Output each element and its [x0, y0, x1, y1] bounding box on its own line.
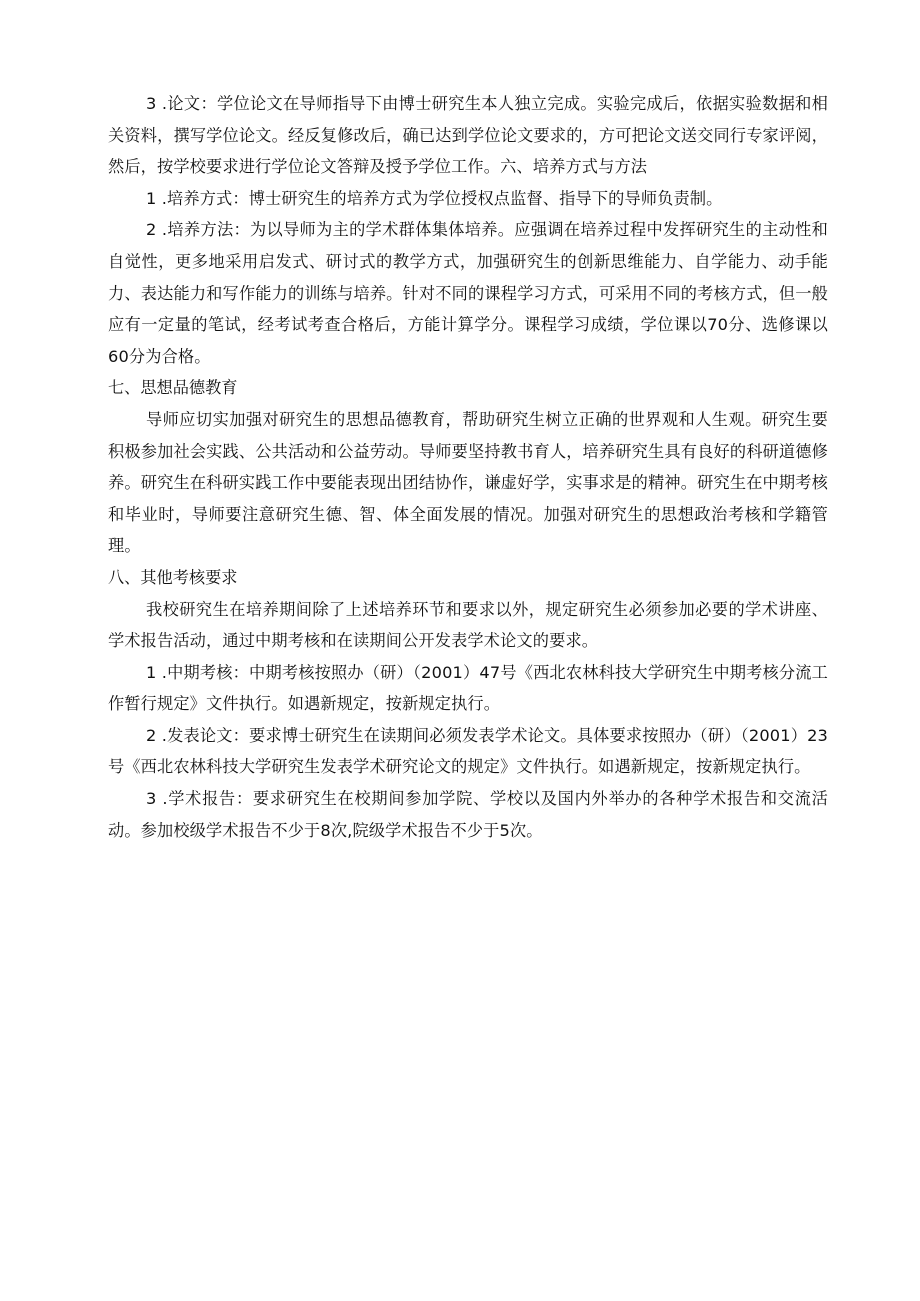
section-heading-moral-education: 七、思想品德教育	[108, 378, 238, 398]
paragraph-other-requirements: 我校研究生在培养期间除了上述培养环节和要求以外，规定研究生必须参加必要的学术讲座、学术报告活动，通过中期考核和在读期间公开发表学术论文的要求。	[108, 599, 828, 651]
paragraph-thesis: 3 .论文：学位论文在导师指导下由博士研究生本人独立完成。实验完成后，依据实验数据和相关资料，撰写学位论文。经反复修改后，确已达到学位论文要求的，方可把论文送交同行专家评阅，然后，按学校要求进行学位论文答辩及授予学位工作。六、培养方式与方法	[108, 94, 828, 177]
paragraph-training-mode: 1 .培养方式：博士研究生的培养方式为学位授权点监督、指导下的导师负责制。	[146, 188, 723, 208]
document-page	[108, 88, 828, 846]
paragraph-academic-reports: 3 .学术报告：要求研究生在校期间参加学院、学校以及国内外举办的各种学术报告和交流活动。参加校级学术报告不少于8次,院级学术报告不少于5次。	[108, 789, 828, 840]
section-heading-other-requirements: 八、其他考核要求	[108, 567, 238, 587]
paragraph-publication: 2 .发表论文：要求博士研究生在读期间必须发表学术论文。具体要求按照办（研）（2001）23号《西北农林科技大学研究生发表学术研究论文的规定》文件执行。如遇新规定，按新规定执行。	[108, 725, 828, 777]
paragraph-moral-education: 导师应切实加强对研究生的思想品德教育，帮助研究生树立正确的世界观和人生观。研究生要积极参加社会实践、公共活动和公益劳动。导师要坚持教书育人，培养研究生具有良好的科研道德修养。研究生在科研实践工作中要能表现出团结协作，谦虚好学，实事求是的精神。研究生在中期考核和毕业时，导师要注意研究生德、智、体全面发展的情况。加强对研究生的思想政治考核和学籍管理。	[108, 409, 828, 556]
paragraph-training-method: 2 .培养方法：为以导师为主的学术群体集体培养。应强调在培养过程中发挥研究生的主动性和自觉性，更多地采用启发式、研讨式的教学方式，加强研究生的创新思维能力、自学能力、动手能力、表达能力和写作能力的训练与培养。针对不同的课程学习方式，可采用不同的考核方式，但一般应有一定量的笔试，经考试考查合格后，方能计算学分。课程学习成绩，学位课以70分、选修课以60分为合格。	[108, 220, 828, 366]
paragraph-midterm-assessment: 1 .中期考核：中期考核按照办（研）（2001）47号《西北农林科技大学研究生中期考核分流工作暂行规定》文件执行。如遇新规定，按新规定执行。	[108, 662, 828, 714]
